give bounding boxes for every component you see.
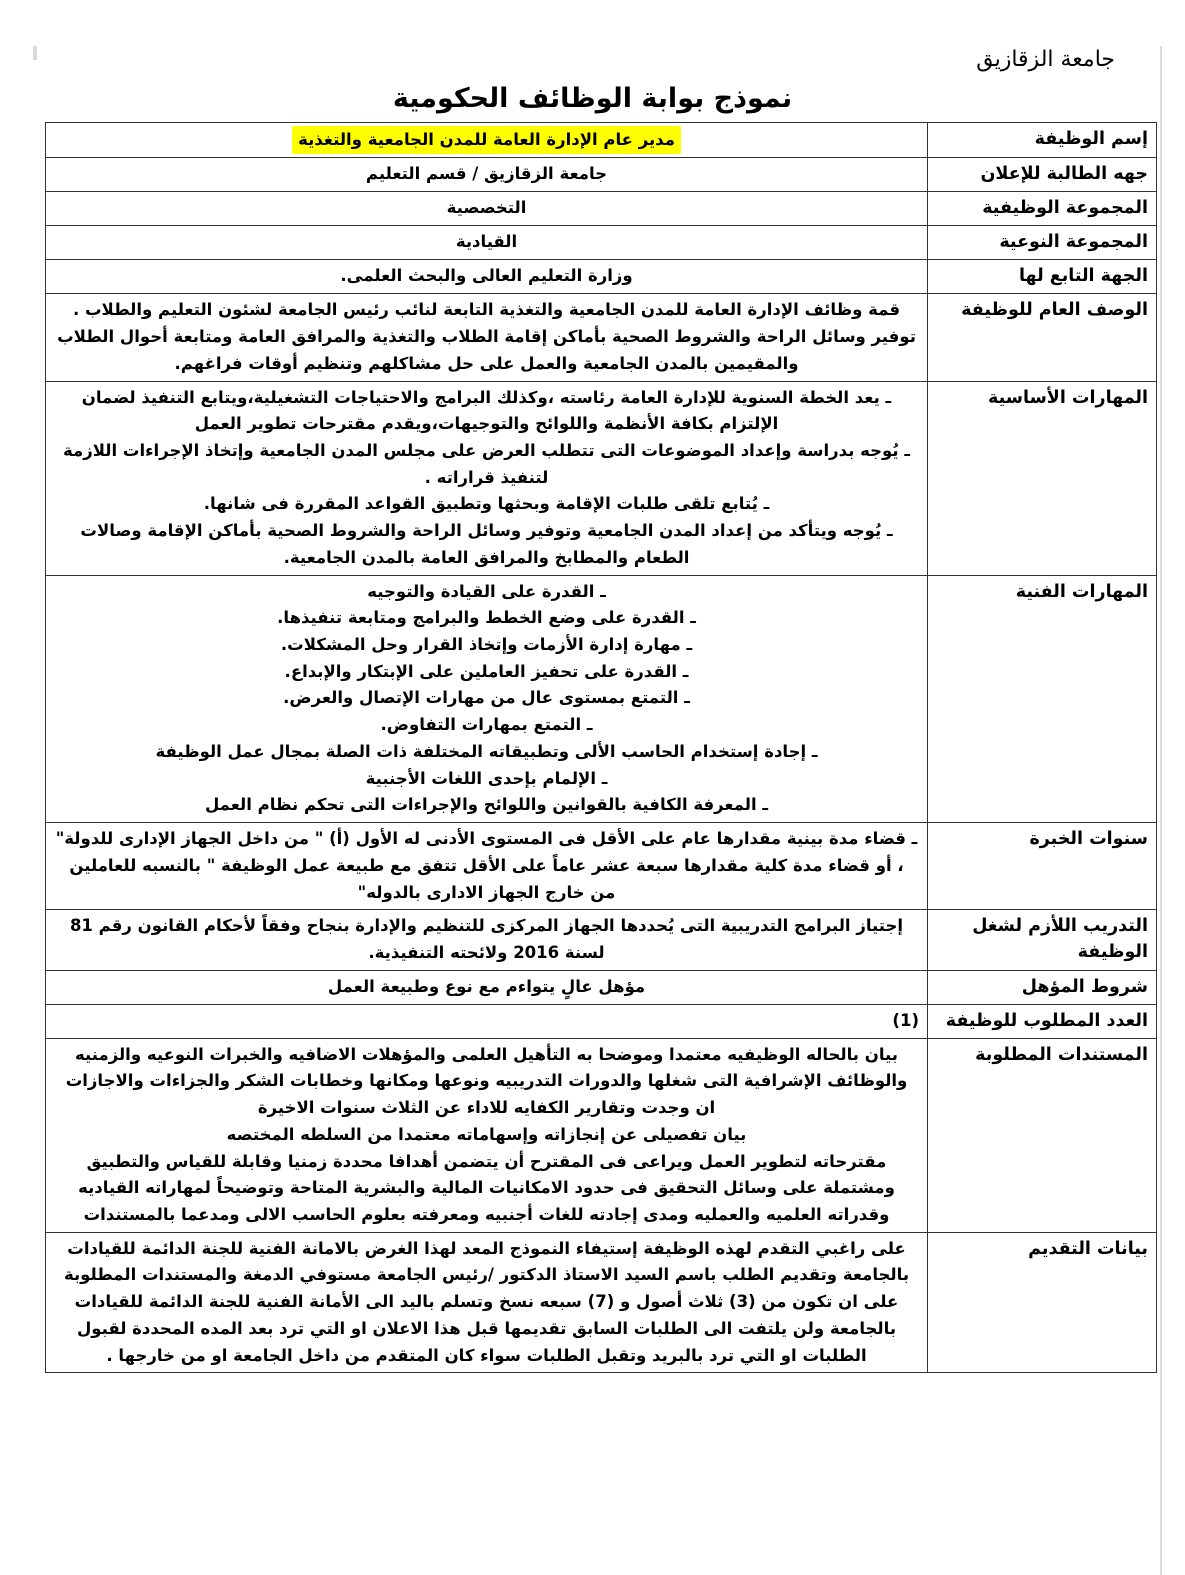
row-label: الوصف العام للوظيفة [928,294,1157,381]
table-row [46,226,1157,260]
value-paragraph: قمة وظائف الإدارة العامة للمدن الجامعية والتغذية التابعة لنائب رئيس الجامعة لشئون التعليم والطلاب . [72,300,901,320]
row-value [46,122,928,158]
value-paragraph: بيان بالحاله الوظيفيه معتمدا وموضحا به التأهيل العلمى والمؤهلات الاضافيه والخبرات النوعيه والزمنيه والوظائف الإشرافية التى شغلها والدورات التدريبيه ونوعها ومكانها وخطابات الشكر والجزاءات والاجازات ان وجدت وتقارير الكفايه للاداء عن الثلاث سنوات الاخيرة [65,1044,908,1118]
value-paragraph: ـ يُوجه ويتأكد من إعداد المدن الجامعية وتوفير وسائل الراحة والشروط الصحية بأماكن الإقامة وصالات الطعام والمطابخ والمرافق العامة بالمدن الجامعية. [80,521,893,567]
row-value [46,1038,928,1232]
highlighted-job-title: مدير عام الإدارة العامة للمدن الجامعية والتغذية [292,126,681,155]
row-value [46,823,928,910]
row-value [46,192,928,226]
value-paragraph: التخصصية [446,198,527,218]
table-row [46,970,1157,1004]
row-value [46,1004,928,1038]
table-row [46,575,1157,822]
value-paragraph: ـ يُتابع تلقى طلبات الإقامة وبحثها وتطبيق القواعد المقررة فى شانها. [203,494,770,514]
value-paragraph: (1) [892,1010,919,1030]
value-paragraph: ـ التمتع بمهارات التفاوض. [380,715,593,735]
value-paragraph: جامعة الزقازيق / قسم التعليم [365,164,608,184]
table-row [46,381,1157,575]
value-paragraph: ـ الإلمام بإحدى اللغات الأجنبية [365,768,608,788]
row-label: المجموعة النوعية [928,226,1157,260]
value-paragraph: على راغبي التقدم لهذه الوظيفة إستيفاء النموذج المعد لهذا الغرض بالامانة الفنية للجنة الدائمة للقيادات بالجامعة وتقديم الطلب باسم السيد الاستاذ الدكتور /رئيس الجامعة مستوفي الدمغة والمستندات المطلوبة على ان تكون من (3) ثلاث أصول و (7) سبعه نسخ وتسلم باليد الى الأمانة الفنية للجنة الدائمة للقيادات بالجامعة ولن يلتفت الى الطلبات السابق تقديمها قبل هذا الاعلان او التي ترد بعد المده المحددة لقبول الطلبات او التي ترد بالبريد وتقبل الطلبات سواء كان المتقدم من داخل الجامعة او من خارجها . [63,1238,910,1365]
job-form-table-body [46,122,1157,1373]
row-value [46,294,928,381]
scan-artifact-right-edge [1160,46,1162,1575]
value-paragraph: ـ القدرة على تحفيز العاملين على الإبتكار والإبداع. [284,661,689,681]
table-row [46,260,1157,294]
row-value [46,226,928,260]
value-paragraph: ـ مهارة إدارة الأزمات وإتخاذ القرار وحل المشكلات. [280,635,693,655]
value-paragraph: توفير وسائل الراحة والشروط الصحية بأماكن إقامة الطلاب والتغذية والمرافق العامة ومتابعة أحوال الطلاب والمقيمين بالمدن الجامعية والعمل على حل مشاكلهم وتنظيم أوقات فراغهم. [57,327,916,373]
row-label: إسم الوظيفة [928,122,1157,158]
row-value [46,1232,928,1373]
table-row [46,910,1157,970]
row-label: سنوات الخبرة [928,823,1157,910]
row-label: المجموعة الوظيفية [928,192,1157,226]
row-value [46,260,928,294]
row-label: التدريب اللأزم لشغل الوظيفة [928,910,1157,970]
table-row [46,122,1157,158]
row-value [46,575,928,822]
value-paragraph: وزارة التعليم العالى والبحث العلمى. [340,266,633,286]
row-label: المهارات الفنية [928,575,1157,822]
table-row [46,158,1157,192]
table-row [46,1004,1157,1038]
row-label: بيانات التقديم [928,1232,1157,1373]
row-label: العدد المطلوب للوظيفة [928,1004,1157,1038]
table-row [46,294,1157,381]
value-paragraph: ـ القدرة على القيادة والتوجيه [367,581,606,601]
value-paragraph: ـ قضاء مدة بينية مقدارها عام على الأقل فى المستوى الأدنى له الأول (أ) " من داخل الجهاز الإدارى للدولة" ، أو قضاء مدة كلية مقدارها سبعة عشر عاماً على الأقل تتفق مع طبيعة عمل الوظيفة " بالنسبه للعاملين من خارج الجهاز الادارى بالدوله" [55,829,918,902]
value-paragraph: ـ إجادة إستخدام الحاسب الألى وتطبيقاته المختلفة ذات الصلة بمجال عمل الوظيفة [155,741,818,761]
value-paragraph: القيادية [455,232,518,252]
row-value [46,158,928,192]
row-label: المستندات المطلوبة [928,1038,1157,1232]
scan-artifact-top [33,46,37,60]
job-form-table [45,122,1157,1374]
value-paragraph: ـ التمتع بمستوى عال من مهارات الإتصال والعرض. [283,688,690,708]
value-paragraph: بيان تفصيلى عن إنجازاته وإسهاماته معتمدا من السلطه المختصه [226,1124,747,1144]
table-row [46,1232,1157,1373]
value-paragraph: مؤهل عالٍ يتواءم مع نوع وطبيعة العمل [327,976,646,996]
organization-name: جامعة الزقازيق [976,47,1115,72]
table-row [46,823,1157,910]
job-title-value-line [54,126,919,155]
table-row [46,1038,1157,1232]
row-value [46,910,928,970]
value-paragraph: ـ القدرة على وضع الخطط والبرامج ومتابعة تنفيذها. [277,608,696,628]
row-label: الجهة التابع لها [928,260,1157,294]
row-value [46,381,928,575]
row-label: شروط المؤهل [928,970,1157,1004]
value-paragraph: مقترحاته لتطوير العمل ويراعى فى المقترح أن يتضمن أهدافا محددة زمنيا وقابلة للقياس والتطبيق ومشتملة على وسائل التحقيق فى حدود الامكانيات المالية والبشرية المتاحة وتوضيحاً لمهاراته القياديه وقدراته العلميه والعمليه ومدى إجادته للغات أجنبيه ومعرفته بعلوم الحاسب الالى ومدعما بالمستندات [78,1151,895,1224]
value-paragraph: ـ المعرفة الكافية بالقوانين واللوائح والإجراءات التى تحكم نظام العمل [204,795,769,815]
document-page [0,46,1185,1575]
row-value [46,970,928,1004]
value-paragraph: إجتياز البرامج التدريبية التى يُحددها الجهاز المركزى للتنظيم والإدارة بنجاح وفقاً لأحكام القانون رقم 81 لسنة 2016 ولائحته التنفيذية. [69,916,904,962]
value-paragraph: ـ يُوجه بدراسة وإعداد الموضوعات التى تتطلب العرض على مجلس المدن الجامعية وإتخاذ الإجراءات اللازمة لتنفيذ قراراته . [63,441,910,487]
table-row [46,192,1157,226]
row-label: جهه الطالبة للإعلان [928,158,1157,192]
page-title: نموذج بوابة الوظائف الحكومية [392,82,793,114]
value-paragraph: ـ يعد الخطة السنوية للإدارة العامة رئاسته ،وكذلك البرامج والاحتياجات التشغيلية،ويتابع التنفيذ لضمان الإلتزام بكافة الأنظمة واللوائح والتوجيهات،ويقدم مقترحات تطوير العمل [81,387,892,434]
row-label: المهارات الأساسية [928,381,1157,575]
